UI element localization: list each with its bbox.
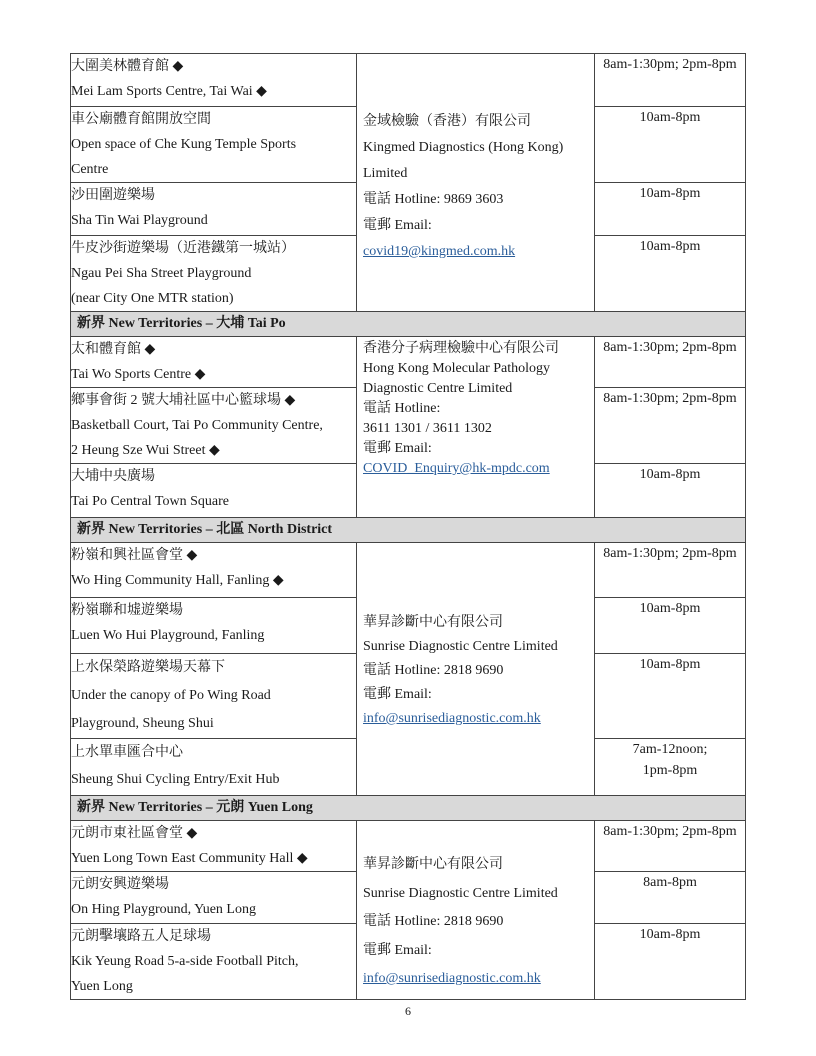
section-header: 新界 New Territories – 北區 North District: [71, 518, 746, 543]
location-zh: 粉嶺聯和墟遊樂場: [71, 603, 183, 618]
location-cell: [71, 183, 357, 236]
location-cell: [71, 54, 357, 107]
opening-hours-line: 1pm-8pm: [642, 763, 698, 778]
location-zh: 元朗市東社區會堂 ◆: [71, 826, 198, 841]
location-cell: [71, 739, 357, 796]
provider-name-en: Sunrise Diagnostic Centre Limited: [363, 639, 558, 654]
location-en: Yuen Long: [71, 979, 133, 994]
location-cell: [71, 872, 357, 924]
section-header: 新界 New Territories – 大埔 Tai Po: [71, 312, 746, 337]
location-en: Wo Hing Community Hall, Fanling ◆: [71, 573, 284, 588]
opening-hours: 8am-1:30pm; 2pm-8pm: [595, 821, 746, 872]
location-cell: [71, 821, 357, 872]
provider-cell: [357, 821, 595, 1000]
opening-hours-line: 7am-12noon;: [632, 742, 708, 757]
opening-hours: 10am-8pm: [595, 598, 746, 654]
location-en: Tai Po Central Town Square: [71, 494, 229, 509]
provider-name-zh: 金域檢驗（香港）有限公司: [363, 114, 531, 129]
location-zh: 粉嶺和興社區會堂 ◆: [71, 548, 198, 563]
provider-email-link[interactable]: info@sunrisediagnostic.com.hk: [363, 711, 541, 726]
opening-hours: 8am-1:30pm; 2pm-8pm: [595, 543, 746, 598]
location-cell: [71, 107, 357, 183]
page-number: 6: [405, 1004, 411, 1018]
opening-hours: 8am-8pm: [595, 872, 746, 924]
provider-name-en: Hong Kong Molecular Pathology: [363, 361, 551, 376]
provider-cell: [357, 543, 595, 796]
location-en: Sha Tin Wai Playground: [71, 213, 208, 228]
provider-email-label: 電郵 Email:: [363, 218, 432, 233]
provider-name-zh: 華昇診斷中心有限公司: [363, 857, 503, 872]
opening-hours: 10am-8pm: [595, 183, 746, 236]
provider-name-en: Kingmed Diagnostics (Hong Kong): [363, 140, 564, 155]
opening-hours: 8am-1:30pm; 2pm-8pm: [595, 388, 746, 464]
location-en: Ngau Pei Sha Street Playground: [71, 266, 252, 281]
location-cell: [71, 924, 357, 1000]
section-header-row: [71, 796, 746, 821]
provider-name-en: Diagnostic Centre Limited: [363, 381, 513, 396]
location-en: (near City One MTR station): [71, 291, 234, 306]
provider-hotline: 電話 Hotline: 2818 9690: [363, 663, 504, 678]
location-en: 2 Heung Sze Wui Street ◆: [71, 443, 220, 458]
location-zh: 大埔中央廣場: [71, 469, 155, 484]
location-zh: 元朗擊壤路五人足球場: [71, 929, 211, 944]
location-en: Playground, Sheung Shui: [71, 716, 214, 731]
provider-cell: [357, 54, 595, 312]
location-en: Mei Lam Sports Centre, Tai Wai ◆: [71, 84, 267, 99]
provider-hotline-label: 電話 Hotline:: [363, 401, 441, 416]
table-row: [71, 543, 746, 598]
opening-hours: 10am-8pm: [595, 236, 746, 312]
location-zh: 太和體育館 ◆: [71, 342, 156, 357]
location-en: Kik Yeung Road 5-a-side Football Pitch,: [71, 954, 299, 969]
provider-email-link[interactable]: COVID_Enquiry@hk-mpdc.com: [363, 461, 550, 476]
provider-email-label: 電郵 Email:: [363, 942, 432, 958]
provider-hotline: 電話 Hotline: 2818 9690: [363, 914, 504, 929]
location-en: Yuen Long Town East Community Hall ◆: [71, 851, 308, 866]
provider-email-link[interactable]: info@sunrisediagnostic.com.hk: [363, 971, 541, 986]
location-zh: 牛皮沙街遊樂場（近港鐵第一城站）: [71, 241, 295, 256]
location-en: Open space of Che Kung Temple Sports: [71, 137, 297, 152]
location-en: On Hing Playground, Yuen Long: [71, 902, 256, 917]
location-cell: [71, 464, 357, 518]
location-zh: 大圍美林體育館 ◆: [71, 59, 184, 74]
location-en: Luen Wo Hui Playground, Fanling: [71, 628, 265, 643]
location-cell: [71, 337, 357, 388]
opening-hours: 8am-1:30pm; 2pm-8pm: [595, 337, 746, 388]
location-cell: [71, 654, 357, 739]
location-cell: [71, 388, 357, 464]
section-header-row: [71, 312, 746, 337]
location-zh: 車公廟體育館開放空間: [71, 112, 211, 127]
table-row: [71, 54, 746, 107]
section-header-row: [71, 518, 746, 543]
location-en: Under the canopy of Po Wing Road: [71, 688, 271, 703]
opening-hours: 10am-8pm: [595, 924, 746, 1000]
location-zh: 上水保榮路遊樂場天幕下: [71, 660, 225, 675]
provider-email-label: 電郵 Email:: [363, 441, 432, 456]
location-cell: [71, 543, 357, 598]
location-en: Centre: [71, 162, 109, 177]
location-cell: [71, 236, 357, 312]
location-zh: 上水單車匯合中心: [71, 745, 183, 760]
location-zh: 鄉事會街 2 號大埔社區中心籃球場 ◆: [71, 393, 296, 408]
location-cell: [71, 598, 357, 654]
opening-hours: 8am-1:30pm; 2pm-8pm: [595, 54, 746, 107]
opening-hours: 10am-8pm: [595, 464, 746, 518]
table-row: [71, 821, 746, 872]
opening-hours: [595, 739, 746, 796]
section-header: 新界 New Territories – 元朗 Yuen Long: [71, 796, 746, 821]
provider-hotline: 電話 Hotline: 9869 3603: [363, 192, 504, 207]
provider-hotline: 3611 1301 / 3611 1302: [363, 421, 492, 436]
testing-centre-table: [70, 53, 746, 1000]
provider-email-link[interactable]: covid19@kingmed.com.hk: [363, 244, 516, 259]
table-row: [71, 337, 746, 388]
location-zh: 沙田圍遊樂場: [71, 188, 155, 203]
location-en: Sheung Shui Cycling Entry/Exit Hub: [71, 772, 280, 787]
provider-name-en: Sunrise Diagnostic Centre Limited: [363, 885, 558, 901]
location-zh: 元朗安興遊樂場: [71, 877, 169, 892]
opening-hours: 10am-8pm: [595, 654, 746, 739]
location-en: Basketball Court, Tai Po Community Centre,: [71, 418, 323, 433]
provider-name-zh: 香港分子病理檢驗中心有限公司: [363, 341, 559, 356]
location-en: Tai Wo Sports Centre ◆: [71, 367, 206, 382]
provider-name-zh: 華昇診斷中心有限公司: [363, 615, 503, 630]
provider-name-en: Limited: [363, 166, 408, 181]
provider-email-label: 電郵 Email:: [363, 687, 432, 702]
provider-cell: [357, 337, 595, 518]
opening-hours: 10am-8pm: [595, 107, 746, 183]
